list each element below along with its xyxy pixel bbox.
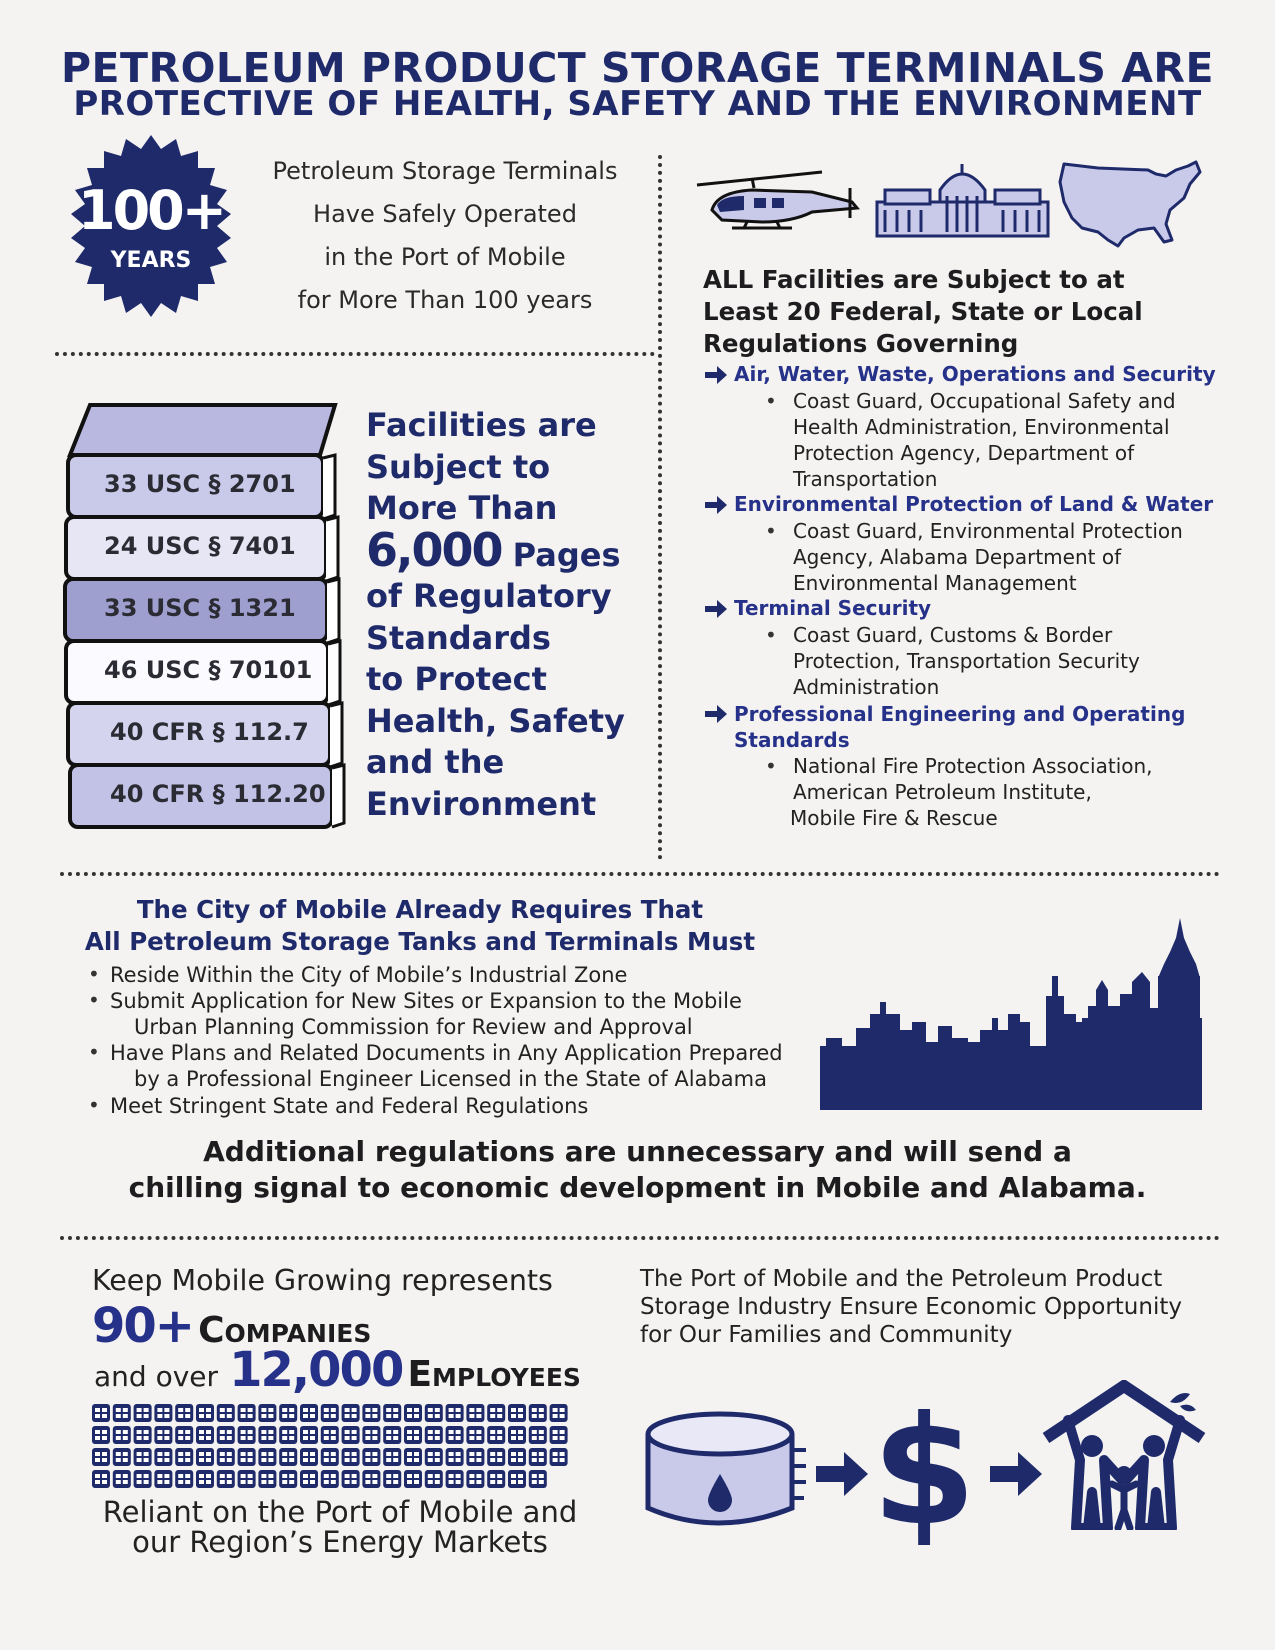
book-label: 33 USC § 2701: [104, 470, 296, 498]
oil-tank-icon: [642, 1410, 812, 1535]
company-building-icon: [446, 1470, 464, 1488]
regulation-group-body: [793, 388, 1176, 492]
regulation-book-stack: [60, 400, 350, 830]
employees-label: Employees: [407, 1354, 581, 1395]
company-building-icon: [383, 1404, 401, 1422]
company-building-icon: [134, 1448, 152, 1466]
company-building-icon: [383, 1426, 401, 1444]
company-building-icon: [279, 1448, 297, 1466]
company-building-icon: [383, 1448, 401, 1466]
company-building-icon: [113, 1470, 131, 1488]
city-requirement-cont: Urban Planning Commission for Review and Approval: [134, 1015, 693, 1039]
employees-prefix: and over: [94, 1360, 219, 1393]
bullet-icon: •: [88, 962, 100, 986]
employees-stat: [94, 1342, 581, 1398]
book-label: 33 USC § 1321: [104, 594, 296, 622]
pages-line: Standards: [366, 618, 551, 657]
city-requirement: Have Plans and Related Documents in Any Application Prepared: [110, 1041, 783, 1065]
history-line: for More Than 100 years: [297, 286, 593, 314]
company-building-icon: [362, 1470, 380, 1488]
bullet-icon: •: [88, 988, 100, 1012]
company-building-icon: [154, 1470, 172, 1488]
company-building-icon: [258, 1448, 276, 1466]
divider: [55, 352, 655, 356]
company-building-icon: [134, 1470, 152, 1488]
body-line: Coast Guard, Customs & Border: [793, 623, 1113, 647]
company-building-icon: [279, 1404, 297, 1422]
divider: [60, 1236, 1220, 1240]
pages-line: Health, Safety: [366, 701, 625, 740]
pages-line: More Than: [366, 489, 558, 527]
company-building-icon: [113, 1426, 131, 1444]
city-skyline-icon: [820, 918, 1218, 1110]
company-building-icon: [134, 1426, 152, 1444]
company-building-icon: [258, 1470, 276, 1488]
company-building-icon: [529, 1470, 547, 1488]
company-building-icon: [300, 1426, 318, 1444]
company-building-icon: [466, 1470, 484, 1488]
port-line: The Port of Mobile and the Petroleum Product: [640, 1266, 1163, 1292]
bullet-icon: •: [765, 519, 777, 543]
arrow-right-icon: [705, 600, 727, 618]
years-badge: [60, 135, 242, 317]
pages-line: and the: [366, 743, 505, 781]
regulations-heading-line: Least 20 Federal, State or Local: [703, 297, 1143, 326]
port-line: for Our Families and Community: [640, 1322, 1013, 1348]
company-building-icon: [196, 1404, 214, 1422]
company-building-icon: [362, 1426, 380, 1444]
regulation-group-body: [790, 753, 1153, 831]
employees-number: 12,000: [229, 1342, 403, 1398]
company-building-icon: [154, 1404, 172, 1422]
company-building-icon: [92, 1404, 110, 1422]
company-building-icon: [154, 1426, 172, 1444]
badge-number: 100+: [78, 179, 224, 242]
body-line: Administration: [793, 675, 940, 699]
book-label: 40 CFR § 112.7: [110, 718, 309, 746]
pages-number: 6,000: [366, 522, 502, 577]
pages-claim: [366, 405, 656, 825]
pages-line: to Protect: [366, 660, 547, 698]
statement-line: chilling signal to economic development in Mobile and Alabama.: [128, 1171, 1147, 1204]
company-building-icon: [238, 1404, 256, 1422]
company-building-icon: [217, 1448, 235, 1466]
company-building-icon: [446, 1426, 464, 1444]
city-requirement: Meet Stringent State and Federal Regulations: [110, 1094, 589, 1118]
arrow-right-icon: [816, 1452, 868, 1496]
city-heading: [60, 894, 780, 958]
page-title-line2: PROTECTIVE OF HEALTH, SAFETY AND THE ENVIRONMENT: [73, 84, 1202, 124]
company-building-icon: [508, 1404, 526, 1422]
body-line: Protection Agency, Department of: [793, 441, 1135, 465]
company-building-icon: [217, 1470, 235, 1488]
company-building-icon: [466, 1448, 484, 1466]
company-building-icon: [425, 1470, 443, 1488]
company-building-icon: [446, 1448, 464, 1466]
pages-line: Facilities are: [366, 406, 597, 444]
body-line: Transportation: [793, 467, 938, 491]
company-building-icon: [175, 1448, 193, 1466]
arrow-right-icon: [705, 496, 727, 514]
regulation-group-body: [793, 518, 1183, 596]
divider: [658, 155, 662, 860]
regulations-heading-line: Regulations Governing: [703, 329, 1019, 358]
pages-suffix: Pages: [512, 535, 621, 574]
regulation-group-body: [793, 622, 1140, 700]
company-building-icon: [196, 1448, 214, 1466]
company-building-icon: [404, 1448, 422, 1466]
body-line: Coast Guard, Environmental Protection: [793, 519, 1183, 543]
statement-line: Additional regulations are unnecessary and will send a: [203, 1135, 1072, 1168]
city-heading-line: All Petroleum Storage Tanks and Terminals Must: [84, 927, 756, 956]
regulation-group-title: Air, Water, Waste, Operations and Security: [734, 362, 1216, 386]
city-requirement-cont: by a Professional Engineer Licensed in the State of Alabama: [134, 1067, 767, 1091]
company-building-icon: [529, 1426, 547, 1444]
company-building-icon: [425, 1404, 443, 1422]
city-requirement: Submit Application for New Sites or Expansion to the Mobile: [110, 989, 742, 1013]
body-line: Environmental Management: [793, 571, 1077, 595]
title-line: Professional Engineering and Operating: [734, 702, 1186, 726]
companies-number: 90+: [92, 1298, 194, 1354]
book-label: 40 CFR § 112.20: [110, 780, 326, 808]
company-building-icon: [446, 1404, 464, 1422]
bullet-icon: •: [765, 623, 777, 647]
companies-label: Companies: [198, 1310, 372, 1351]
company-building-icon: [466, 1426, 484, 1444]
company-building-icon: [300, 1448, 318, 1466]
company-building-icon: [404, 1426, 422, 1444]
company-building-icon: [258, 1404, 276, 1422]
company-building-icon: [425, 1426, 443, 1444]
company-building-icon: [362, 1404, 380, 1422]
company-building-icon: [342, 1448, 360, 1466]
company-building-icon: [321, 1470, 339, 1488]
company-building-icon: [529, 1404, 547, 1422]
company-building-icon: [550, 1448, 568, 1466]
arrow-right-icon: [705, 366, 727, 384]
company-building-icon: [92, 1470, 110, 1488]
body-line: Protection, Transportation Security: [793, 649, 1140, 673]
pages-line: Subject to: [366, 447, 551, 486]
body-line: Coast Guard, Occupational Safety and: [793, 389, 1176, 413]
company-building-icon: [175, 1426, 193, 1444]
regulations-heading-line: ALL Facilities are Subject to at: [703, 265, 1125, 294]
company-building-icon: [383, 1470, 401, 1488]
company-building-icon: [321, 1426, 339, 1444]
company-building-icon: [487, 1426, 505, 1444]
company-building-icon: [196, 1470, 214, 1488]
regulations-heading: [703, 264, 1143, 360]
family-home-icon: [1040, 1380, 1210, 1530]
company-building-icon: [342, 1404, 360, 1422]
company-building-icon: [487, 1470, 505, 1488]
company-building-icon: [92, 1448, 110, 1466]
company-building-icon: [342, 1426, 360, 1444]
company-building-icon: [342, 1470, 360, 1488]
city-heading-line: The City of Mobile Already Requires That: [136, 895, 704, 924]
city-requirement: Reside Within the City of Mobile’s Industrial Zone: [110, 963, 628, 987]
arrow-right-icon: [990, 1452, 1042, 1496]
capitol-building-icon: [875, 160, 1050, 240]
company-building-icon: [258, 1426, 276, 1444]
bullet-icon: •: [765, 754, 777, 778]
company-building-icon: [550, 1426, 568, 1444]
regulation-group-title: Environmental Protection of Land & Water: [734, 492, 1214, 516]
pages-line: of Regulatory: [366, 577, 612, 615]
helicopter-icon: [692, 160, 862, 240]
company-building-icon: [466, 1404, 484, 1422]
book-label: 46 USC § 70101: [104, 656, 313, 684]
company-building-icon: [487, 1404, 505, 1422]
company-building-icon: [175, 1470, 193, 1488]
company-grid-svg: [92, 1404, 592, 1492]
company-building-icon: [175, 1404, 193, 1422]
body-line: National Fire Protection Association,: [793, 754, 1153, 778]
badge-unit: YEARS: [110, 248, 192, 273]
company-building-icon: [300, 1404, 318, 1422]
company-building-icon: [425, 1448, 443, 1466]
company-building-icon: [550, 1404, 568, 1422]
history-text: [240, 150, 650, 322]
bullet-icon: •: [88, 1093, 100, 1117]
dollar-sign-icon: $: [871, 1385, 977, 1559]
company-icon-grid: [92, 1404, 592, 1492]
us-map-icon: [1058, 158, 1206, 252]
company-building-icon: [217, 1404, 235, 1422]
company-building-icon: [321, 1448, 339, 1466]
bullet-icon: •: [88, 1040, 100, 1064]
company-building-icon: [279, 1426, 297, 1444]
regulation-group-title: Terminal Security: [734, 596, 932, 620]
company-building-icon: [508, 1426, 526, 1444]
policy-statement: [40, 1134, 1235, 1206]
pages-number-line: [366, 522, 656, 577]
company-building-icon: [113, 1448, 131, 1466]
company-building-icon: [300, 1470, 318, 1488]
company-building-icon: [196, 1426, 214, 1444]
company-building-icon: [113, 1404, 131, 1422]
body-line: Health Administration, Environmental: [793, 415, 1170, 439]
company-building-icon: [134, 1404, 152, 1422]
company-building-icon: [238, 1448, 256, 1466]
regulation-group-title: [734, 701, 1185, 753]
body-line: Agency, Alabama Department of: [793, 545, 1122, 569]
bullet-icon: •: [765, 389, 777, 413]
pages-line: Environment: [366, 784, 597, 823]
growing-footer-line: our Region’s Energy Markets: [132, 1525, 548, 1559]
page-title-line1: PETROLEUM PRODUCT STORAGE TERMINALS ARE: [60, 44, 1215, 92]
body-line: American Petroleum Institute,: [793, 780, 1092, 804]
company-building-icon: [217, 1426, 235, 1444]
company-building-icon: [404, 1404, 422, 1422]
company-building-icon: [487, 1448, 505, 1466]
book-label: 24 USC § 7401: [104, 532, 296, 560]
history-line: Have Safely Operated: [313, 200, 577, 228]
history-line: in the Port of Mobile: [324, 243, 566, 271]
divider: [60, 872, 1220, 876]
company-building-icon: [92, 1426, 110, 1444]
company-building-icon: [404, 1470, 422, 1488]
company-building-icon: [154, 1448, 172, 1466]
body-line: Mobile Fire & Rescue: [790, 806, 998, 830]
company-building-icon: [238, 1470, 256, 1488]
title-line: Standards: [734, 728, 850, 752]
history-line: Petroleum Storage Terminals: [272, 157, 618, 185]
company-building-icon: [238, 1426, 256, 1444]
company-building-icon: [508, 1470, 526, 1488]
growing-footer-line: Reliant on the Port of Mobile and: [102, 1495, 578, 1529]
growing-footer: [60, 1497, 620, 1557]
port-text: [640, 1265, 1182, 1349]
company-building-icon: [508, 1448, 526, 1466]
port-line: Storage Industry Ensure Economic Opportunity: [640, 1294, 1182, 1320]
company-building-icon: [362, 1448, 380, 1466]
growing-intro: Keep Mobile Growing represents: [92, 1264, 553, 1297]
company-building-icon: [279, 1470, 297, 1488]
company-building-icon: [529, 1448, 547, 1466]
company-building-icon: [321, 1404, 339, 1422]
arrow-right-icon: [705, 705, 727, 723]
